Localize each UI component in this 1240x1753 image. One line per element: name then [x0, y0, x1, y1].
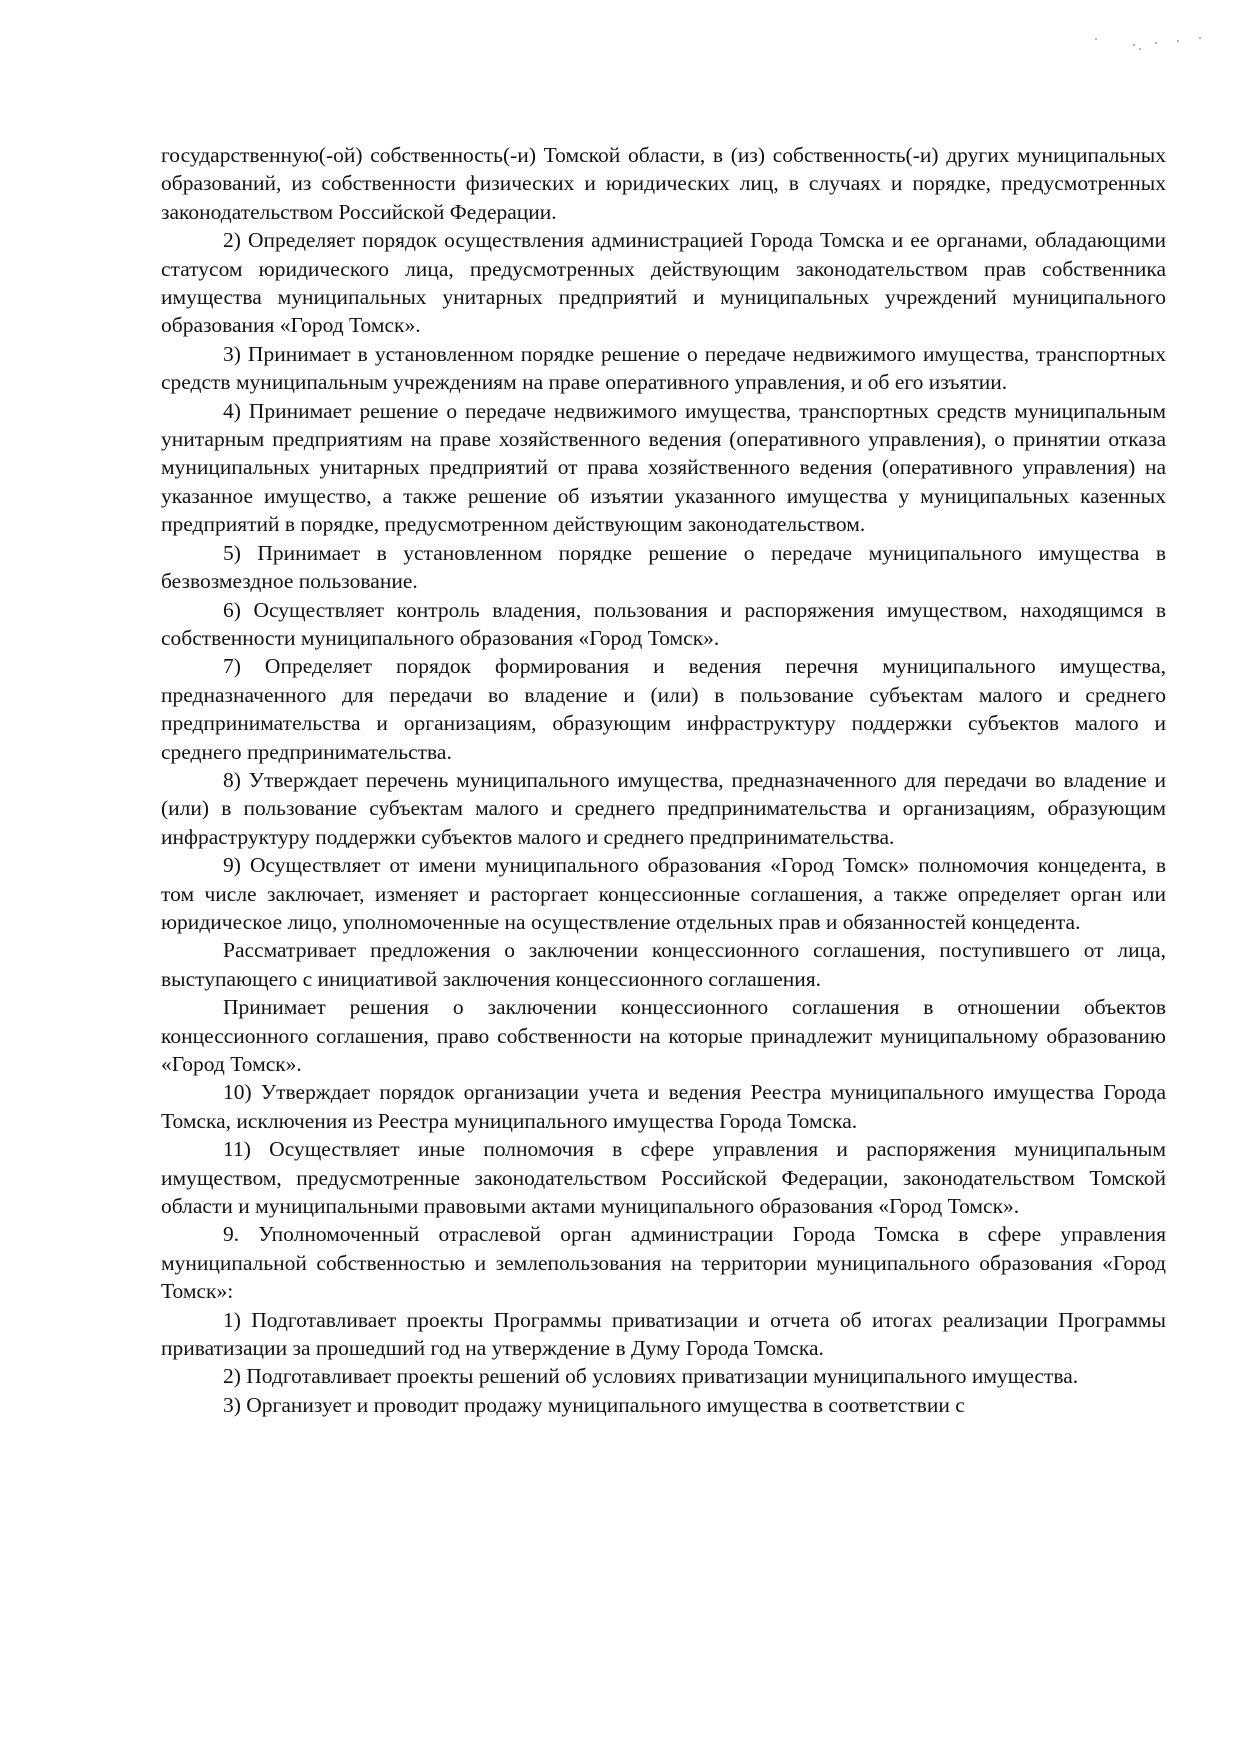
paragraph-item-8: 8) Утверждает перечень муниципального имущества, предназначенного для передачи во владение и (или) в пользование субъектам малого и среднего предпринимательства и организациям, образующим инфраструктуру поддержки субъектов малого и среднего предпринимательства. — [161, 767, 1166, 849]
paragraph-concession-decisions: Принимает решения о заключении концессионного соглашения в отношении объектов концессионного соглашения, право собственности на которые принадлежит муниципальному образованию «Город Томск». — [161, 995, 1166, 1076]
paragraph-concession-proposals: Рассматривает предложения о заключении концессионного соглашения, поступившего от лица, выступающего с инициативой заключения концессионного соглашения. — [161, 938, 1166, 991]
paragraph-item-9: 9) Осуществляет от имени муниципального образования «Город Томск» полномочия концедента, в том числе заключает, изменяет и расторгает концессионные соглашения, а также определяет орган или юридическое лицо, уполномоченные на осуществление отдельных прав и обязанностей концедента. — [161, 853, 1166, 934]
paragraph-section-9-item-2: 2) Подготавливает проекты решений об условиях приватизации муниципального имущества. — [223, 1364, 1079, 1389]
document-page — [161, 141, 1166, 1419]
paragraph-item-10: 10) Утверждает порядок организации учета и ведения Реестра муниципального имущества Города Томска, исключения из Реестра муниципального имущества Города Томска. — [161, 1080, 1166, 1133]
paragraph-item-2: 2) Определяет порядок осуществления администрацией Города Томска и ее органами, обладающими статусом юридического лица, предусмотренных действующим законодательством прав собственника имущества муниципальных унитарных предприятий и муниципальных учреждений муниципального образования «Город Томск». — [161, 228, 1166, 338]
paragraph-section-9-item-1: 1) Подготавливает проекты Программы приватизации и отчета об итогах реализации Программы приватизации за прошедший год на утверждение в Думу Города Томска. — [161, 1307, 1166, 1361]
paragraph-item-7: 7) Определяет порядок формирования и ведения перечня муниципального имущества, предназначенного для передачи во владение и (или) в пользование субъектам малого и среднего предпринимательства и организациям, образующим инфраструктуру поддержки субъектов малого и среднего предпринимательства. — [161, 654, 1166, 764]
paragraph-item-11: 11) Осуществляет иные полномочия в сфере управления и распоряжения муниципальным имуществом, предусмотренные законодательством Российской Федерации, законодательством Томской области и муниципальными правовыми актами муниципального образования «Город Томск». — [161, 1137, 1166, 1219]
paragraph-section-9-item-3: 3) Организует и проводит продажу муниципального имущества в соответствии с — [223, 1392, 965, 1417]
scan-specks — [1095, 34, 1215, 64]
paragraph-continuation: государственную(-ой) собственность(-и) Томской области, в (из) собственность(-и) других муниципальных образований, из собственности физических и юридических лиц, в случаях и порядке, предусмотренных законодательством Российской Федерации. — [161, 143, 1166, 224]
paragraph-item-6: 6) Осуществляет контроль владения, пользования и распоряжения имуществом, находящимся в собственности муниципального образования «Город Томск». — [161, 597, 1166, 650]
paragraph-item-4: 4) Принимает решение о передаче недвижимого имущества, транспортных средств муниципальным унитарным предприятиям на праве хозяйственного ведения (оперативного управления), о принятии отказа муниципальных унитарных предприятий от права хозяйственного ведения (оперативного управления) на указанное имущество, а также решение об изъятии указанного имущества у муниципальных казенных предприятий в порядке, предусмотренном действующим законодательством. — [161, 398, 1166, 537]
paragraph-item-5: 5) Принимает в установленном порядке решение о передаче муниципального имущества в безвозмездное пользование. — [161, 540, 1166, 594]
paragraph-item-3: 3) Принимает в установленном порядке решение о передаче недвижимого имущества, транспортных средств муниципальным учреждениям на праве оперативного управления, и об его изъятии. — [161, 341, 1166, 395]
paragraph-section-9: 9. Уполномоченный отраслевой орган администрации Города Томска в сфере управления муниципальной собственностью и землепользования на территории муниципального образования «Город Томск»: — [161, 1222, 1166, 1304]
